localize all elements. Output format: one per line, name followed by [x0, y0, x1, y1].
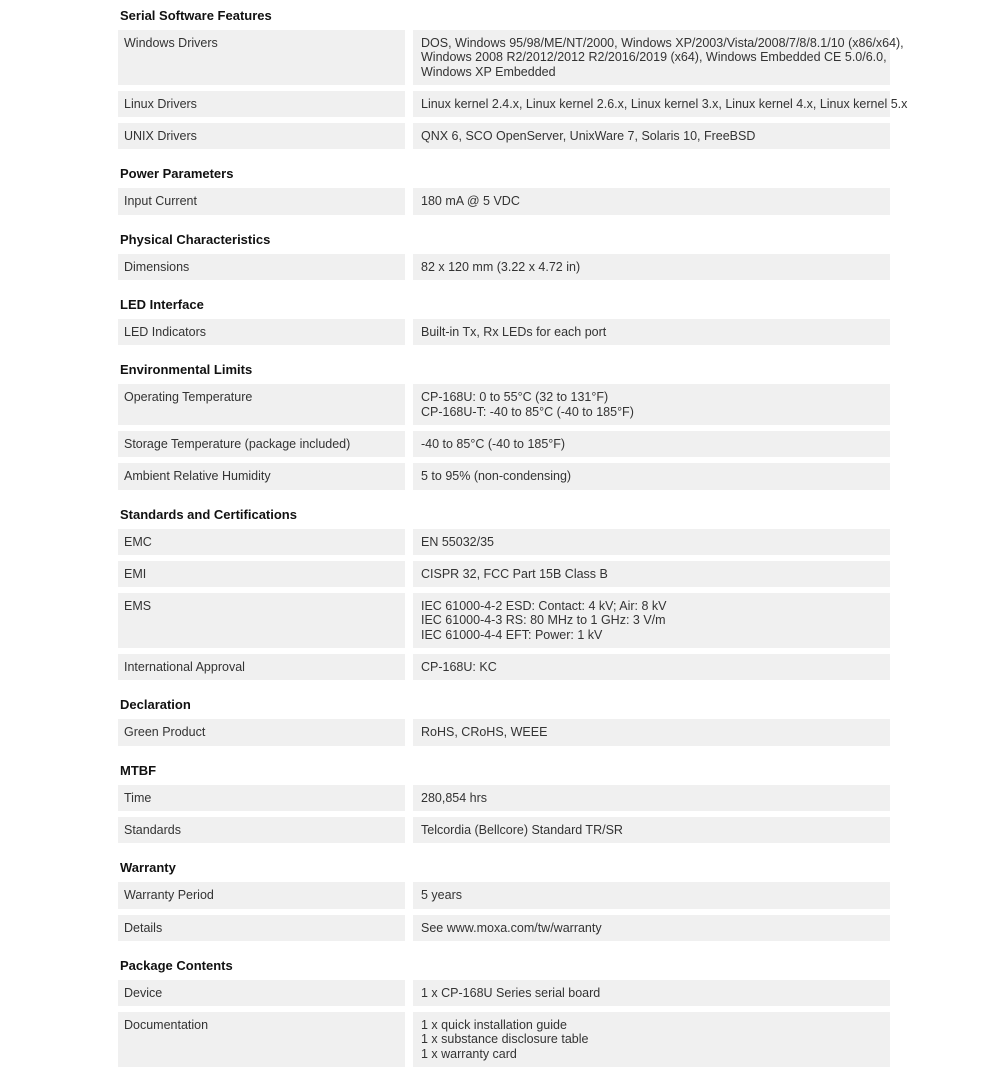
spec-value	[413, 719, 890, 745]
spec-label: Operating Temperature	[118, 384, 405, 425]
spec-value	[413, 882, 890, 908]
spec-label: Details	[118, 915, 405, 941]
spec-value	[413, 188, 890, 214]
spec-value-line: Windows 2008 R2/2012/2012 R2/2016/2019 (x64), Windows Embedded CE 5.0/6.0,	[421, 50, 887, 65]
spec-label: Linux Drivers	[118, 91, 405, 117]
spec-section	[118, 297, 890, 345]
spec-value-line: 1 x quick installation guide	[421, 1018, 567, 1033]
spec-label: Ambient Relative Humidity	[118, 463, 405, 489]
spec-value	[413, 431, 890, 457]
section-title: LED Interface	[120, 297, 204, 313]
spec-value	[413, 1012, 890, 1067]
section-title: Standards and Certifications	[120, 506, 297, 522]
spec-section	[118, 8, 908, 149]
spec-value	[413, 254, 890, 280]
spec-value-line: CISPR 32, FCC Part 15B Class B	[421, 566, 608, 581]
section-title: Declaration	[120, 697, 191, 713]
section-title: Package Contents	[120, 957, 233, 973]
spec-row	[118, 384, 890, 425]
spec-row	[118, 719, 890, 745]
spec-value-line: QNX 6, SCO OpenServer, UnixWare 7, Solaris 10, FreeBSD	[421, 129, 756, 144]
spec-label: Warranty Period	[118, 882, 405, 908]
spec-value-line: CP-168U: KC	[421, 660, 497, 675]
spec-value	[413, 463, 890, 489]
spec-row	[118, 654, 890, 680]
spec-label: Storage Temperature (package included)	[118, 431, 405, 457]
spec-value-line: CP-168U: 0 to 55°C (32 to 131°F)	[421, 390, 609, 405]
spec-label: Windows Drivers	[118, 30, 405, 85]
section-title: Serial Software Features	[120, 8, 272, 23]
spec-value	[413, 915, 890, 941]
spec-row	[118, 30, 904, 85]
spec-section	[118, 362, 890, 489]
spec-section	[118, 763, 890, 844]
spec-label: EMC	[118, 529, 405, 555]
spec-sheet	[118, 0, 908, 1067]
spec-row	[118, 817, 890, 843]
spec-value	[413, 817, 890, 843]
spec-section	[118, 232, 890, 280]
section-title: MTBF	[120, 762, 157, 778]
spec-value-line: CP-168U-T: -40 to 85°C (-40 to 185°F)	[421, 404, 634, 419]
section-title: Power Parameters	[120, 166, 234, 182]
spec-value-line: Built-in Tx, Rx LEDs for each port	[421, 325, 607, 340]
spec-value-line: IEC 61000-4-4 EFT: Power: 1 kV	[421, 627, 603, 642]
spec-label: Dimensions	[118, 254, 405, 280]
spec-label: UNIX Drivers	[118, 123, 405, 149]
spec-value-line: IEC 61000-4-2 ESD: Contact: 4 kV; Air: 8 kV	[421, 599, 667, 614]
spec-row	[118, 188, 890, 214]
section-title: Physical Characteristics	[120, 231, 271, 247]
spec-row	[118, 561, 890, 587]
spec-section	[118, 166, 890, 214]
spec-value	[413, 529, 890, 555]
spec-value	[413, 91, 908, 117]
spec-value-line: -40 to 85°C (-40 to 185°F)	[421, 436, 566, 451]
spec-row	[118, 529, 890, 555]
spec-value-line: Telcordia (Bellcore) Standard TR/SR	[421, 822, 623, 837]
spec-label: Device	[118, 980, 405, 1006]
spec-value-line: Windows XP Embedded	[421, 64, 556, 79]
spec-row	[118, 463, 890, 489]
spec-row	[118, 431, 890, 457]
section-title: Environmental Limits	[120, 362, 253, 378]
spec-value-line: Linux kernel 2.4.x, Linux kernel 2.6.x, Linux kernel 3.x, Linux kernel 4.x, Linux kernel 5.x	[421, 96, 908, 111]
spec-value-line: RoHS, CRoHS, WEEE	[421, 725, 548, 740]
spec-value-line: IEC 61000-4-3 RS: 80 MHz to 1 GHz: 3 V/m	[421, 613, 666, 628]
spec-row	[118, 254, 890, 280]
spec-section	[118, 507, 890, 681]
spec-row	[118, 91, 908, 117]
spec-label: Documentation	[118, 1012, 405, 1067]
spec-label: Green Product	[118, 719, 405, 745]
spec-value-line: 1 x substance disclosure table	[421, 1032, 589, 1047]
spec-value-line: 180 mA @ 5 VDC	[421, 194, 520, 209]
spec-row	[118, 123, 890, 149]
spec-row	[118, 319, 890, 345]
spec-section	[118, 697, 890, 745]
spec-value	[413, 561, 890, 587]
spec-value	[413, 384, 890, 425]
spec-value-line: EN 55032/35	[421, 534, 494, 549]
spec-row	[118, 1012, 890, 1067]
spec-value-line: 280,854 hrs	[421, 790, 488, 805]
spec-section	[118, 860, 890, 941]
spec-value	[413, 30, 904, 85]
spec-section	[118, 958, 890, 1067]
spec-row	[118, 785, 890, 811]
spec-row	[118, 882, 890, 908]
spec-value-line: 82 x 120 mm (3.22 x 4.72 in)	[421, 259, 581, 274]
spec-row	[118, 980, 890, 1006]
spec-value-line: 5 to 95% (non-condensing)	[421, 469, 572, 484]
spec-label: Input Current	[118, 188, 405, 214]
spec-value	[413, 593, 890, 648]
spec-label: EMI	[118, 561, 405, 587]
spec-value	[413, 319, 890, 345]
spec-value	[413, 785, 890, 811]
section-title: Warranty	[120, 860, 176, 876]
spec-label: International Approval	[118, 654, 405, 680]
spec-value-line: DOS, Windows 95/98/ME/NT/2000, Windows XP/2003/Vista/2008/7/8/8.1/10 (x86/x64),	[421, 36, 904, 50]
spec-value-line: 1 x warranty card	[421, 1046, 517, 1061]
spec-value-line: 5 years	[421, 888, 462, 903]
spec-label: EMS	[118, 593, 405, 648]
spec-row	[118, 593, 890, 648]
spec-value	[413, 980, 890, 1006]
spec-value-line: See www.moxa.com/tw/warranty	[421, 920, 602, 935]
spec-value	[413, 123, 890, 149]
spec-label: LED Indicators	[118, 319, 405, 345]
spec-value-line: 1 x CP-168U Series serial board	[421, 985, 601, 1000]
spec-label: Time	[118, 785, 405, 811]
spec-label: Standards	[118, 817, 405, 843]
spec-value	[413, 654, 890, 680]
spec-row	[118, 915, 890, 941]
